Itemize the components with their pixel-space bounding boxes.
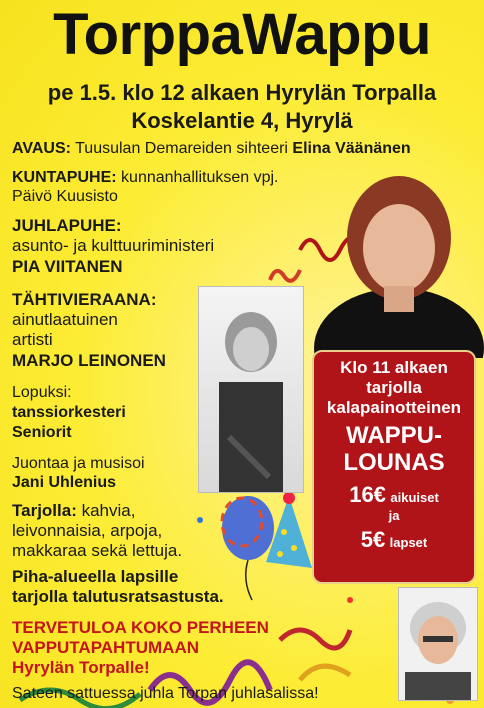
- party-hat-icon: [264, 492, 314, 572]
- tarjolla-line3: makkaraa sekä lettuja.: [12, 541, 183, 560]
- adult-label: aikuiset: [390, 490, 439, 505]
- piha-line2: tarjolla talutusratsastusta.: [12, 587, 224, 606]
- kuntapuhe-label: KUNTAPUHE:: [12, 169, 117, 186]
- offer-child-row: [314, 527, 474, 553]
- welcome-line1: TERVETULOA KOKO PERHEEN: [12, 618, 269, 637]
- offer-and: ja: [388, 508, 400, 523]
- tahtivieraana-label: TÄHTIVIERAANA:: [12, 290, 157, 309]
- avaus-label: AVAUS:: [12, 140, 71, 157]
- lopuksi-label: Lopuksi:: [12, 384, 72, 401]
- offer-adult-row: [314, 482, 474, 508]
- kuntapuhe-line: [12, 168, 278, 187]
- juhlapuhe-text: asunto- ja kulttuuriministeri: [12, 236, 215, 255]
- tarjolla-line1: kahvia,: [76, 501, 136, 520]
- avaus-name: Elina Väänänen: [292, 140, 411, 157]
- tarjolla-label: Tarjolla:: [12, 501, 77, 520]
- tarjolla-line: [12, 501, 135, 520]
- tahtivieraana-line1: ainutlaatuinen: [12, 310, 118, 329]
- offer-line5: LOUNAS: [343, 449, 445, 476]
- juontaa-label: Juontaa ja musisoi: [12, 455, 145, 472]
- offer-line3: kalapainotteinen: [326, 398, 462, 417]
- kuntapuhe-text: kunnanhallituksen vpj.: [116, 169, 279, 186]
- welcome-line3: Hyrylän Torpalle!: [12, 658, 150, 677]
- avaus-line: [12, 139, 411, 158]
- event-address: Koskelantie 4, Hyrylä: [131, 108, 353, 133]
- offer-line2: tarjolla: [366, 378, 422, 397]
- offer-line1: Klo 11 alkaen: [340, 358, 448, 377]
- poster-title: TorppaWappu: [53, 2, 431, 67]
- photo-jani-uhlenius: [398, 587, 478, 701]
- price-adult: 16€: [349, 482, 386, 507]
- tahtivieraana-line2: artisti: [12, 330, 53, 349]
- rain-notice: Sateen sattuessa juhla Torpan juhlasalissa!: [12, 685, 319, 702]
- child-label: lapset: [389, 535, 428, 550]
- lopuksi-name: Seniorit: [12, 424, 72, 441]
- tarjolla-line2: leivonnaisia, arpoja,: [12, 521, 163, 540]
- juontaa-name: Jani Uhlenius: [12, 474, 117, 491]
- juhlapuhe-label: JUHLAPUHE:: [12, 216, 122, 235]
- avaus-text: Tuusulan Demareiden sihteeri: [70, 140, 293, 157]
- tahtivieraana-name: MARJO LEINONEN: [12, 351, 166, 370]
- piha-line1: Piha-alueella lapsille: [12, 567, 179, 586]
- kuntapuhe-name: Päivö Kuusisto: [12, 188, 118, 205]
- photo-marjo-leinonen: [198, 286, 304, 493]
- offer-line4: WAPPU-: [346, 422, 442, 449]
- lopuksi-line1: tanssiorkesteri: [12, 404, 126, 421]
- photo-pia-viitanen: [314, 148, 484, 358]
- lunch-offer-box: [312, 350, 476, 584]
- juhlapuhe-name: PIA VIITANEN: [12, 257, 123, 276]
- event-date-location: pe 1.5. klo 12 alkaen Hyrylän Torpalla: [47, 80, 437, 105]
- welcome-line2: VAPPUTAPAHTUMAAN: [12, 638, 199, 657]
- price-child: 5€: [360, 527, 386, 552]
